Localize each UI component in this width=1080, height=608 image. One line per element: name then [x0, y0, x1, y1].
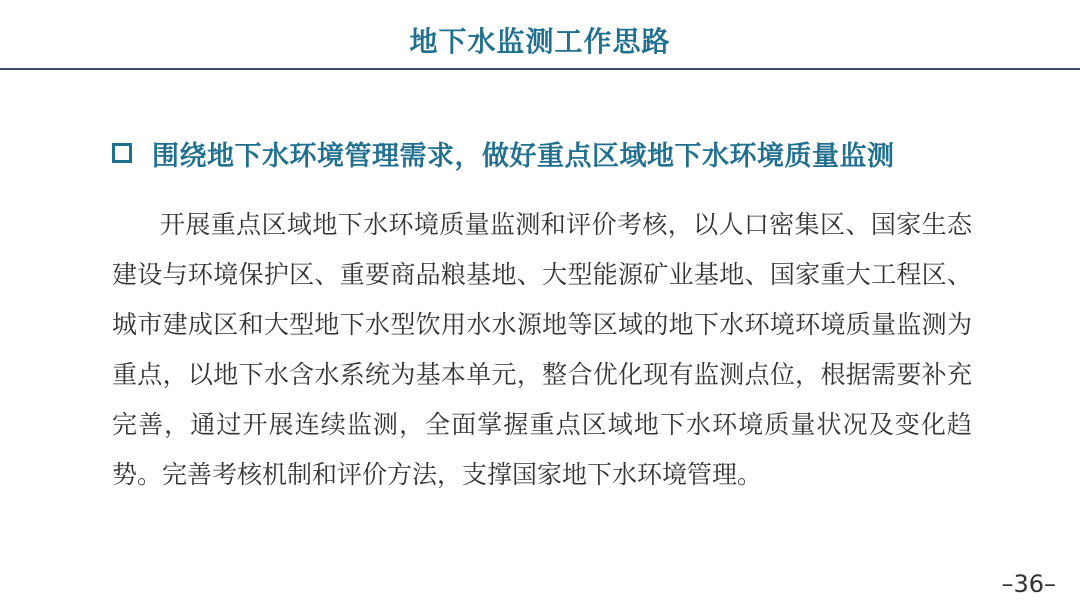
- section-heading: [112, 132, 895, 174]
- title-divider: [0, 68, 1080, 70]
- hollow-square-icon: [112, 143, 132, 163]
- body-paragraph: 开展重点区域地下水环境质量监测和评价考核，以人口密集区、国家生态建设与环境保护区、重要商品粮基地、大型能源矿业基地、国家重大工程区、城市建成区和大型地下水型饮用水水源地等区域的地下水环境环境质量监测为重点，以地下水含水系统为基本单元，整合优化现有监测点位，根据需要补充完善，通过开展连续监测，全面掌握重点区域地下水环境质量状况及变化趋势。完善考核机制和评价方法，支撑国家地下水环境管理。: [112, 210, 972, 489]
- section-heading-text: 围绕地下水环境管理需求，做好重点区域地下水环境质量监测: [152, 140, 895, 172]
- page-number: –36–: [1001, 570, 1056, 598]
- slide-title: 地下水监测工作思路: [409, 25, 671, 58]
